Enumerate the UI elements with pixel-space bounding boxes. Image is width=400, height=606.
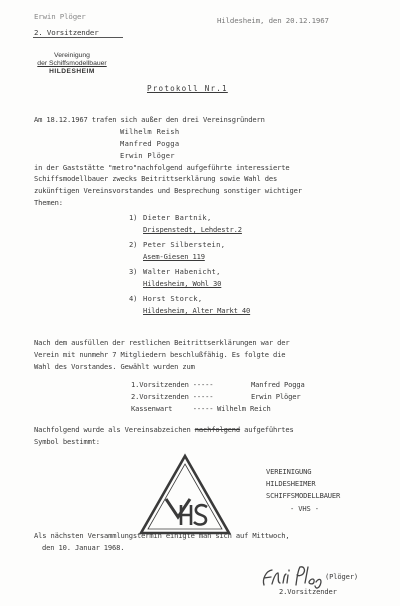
board-2-role: 2.Vorsitzenden ----- — [131, 392, 214, 401]
founder-2: Manfred Pogga — [120, 139, 180, 148]
seal-line-3: HILDESHEIM — [49, 68, 95, 75]
founder-1: Wilhelm Reish — [120, 127, 180, 136]
seal-line-1: Vereinigung — [54, 52, 90, 59]
member-4-num: 4) — [129, 294, 138, 303]
intro-line-5: Themen: — [34, 198, 63, 207]
board-3-role: Kassenwart ----- — [131, 404, 214, 413]
member-2-name: Peter Silberstein, — [143, 240, 226, 249]
election-line-3: Wahl des Vorstandes. Gewählt wurden zum — [34, 362, 195, 371]
seal-line-2: der Schiffsmodellbauer — [37, 60, 107, 67]
intro-line-1: Am 18.12.1967 trafen sich außer den drei Vereinsgründern — [34, 115, 265, 124]
emblem-caption-1: VEREINIGUNG — [266, 467, 312, 476]
signature-role: 2.Vorsitzender — [279, 587, 337, 596]
signature-name: (Plöger) — [325, 572, 358, 581]
intro-line-2: in der Gaststätte "metro"nachfolgend aufgeführte interessierte — [34, 163, 290, 172]
member-1-address: Drispenstedt, Lehdestr.2 — [143, 225, 242, 234]
founder-3: Erwin Plöger — [120, 151, 175, 160]
document-title: Protokoll Nr.1 — [147, 84, 228, 93]
member-3-name: Walter Habenicht, — [143, 267, 221, 276]
emblem-line-1-post: aufgeführtes — [240, 425, 294, 434]
emblem-line-2: Symbol bestimmt: — [34, 437, 100, 446]
member-1-num: 1) — [129, 213, 138, 222]
emblem-caption-2: HILDESHEIMER — [266, 479, 316, 488]
board-2-name: Erwin Plöger — [251, 392, 301, 401]
vhs-logo-s — [194, 505, 207, 524]
closing-line-1: Als nächsten Versammlungstermin einigte man sich auf Mittwoch, — [34, 531, 290, 540]
member-3-address: Hildesheim, Wohl 30 — [143, 279, 222, 288]
header-role: 2. Vorsitzender — [34, 28, 99, 37]
place-date: Hildesheim, den 20.12.1967 — [217, 16, 329, 25]
emblem-line-1-struck: nachfolgend — [194, 425, 241, 434]
emblem-caption-4: - VHS - — [290, 504, 319, 513]
club-seal — [20, 52, 124, 76]
election-line-1: Nach dem ausfüllen der restlichen Beitrittserklärungen war der — [34, 338, 290, 347]
board-1-role: 1.Vorsitzenden ----- — [131, 380, 214, 389]
vhs-logo-triangle-inner — [148, 464, 222, 529]
member-3-num: 3) — [129, 267, 138, 276]
intro-line-3: Schiffsmodellbauer zwecks Beitrittserklärung sowie Wahl des — [34, 174, 278, 183]
closing-line-2: den 10. Januar 1968. — [42, 543, 125, 552]
emblem-caption-3: SCHIFFSMODELLBAUER — [266, 491, 341, 500]
emblem-line-1-pre: Nachfolgend wurde als Vereinsabzeichen — [34, 425, 195, 434]
board-1-name: Manfred Pogga — [251, 380, 305, 389]
emblem-line-1 — [34, 426, 294, 434]
member-2-num: 2) — [129, 240, 138, 249]
header-name: Erwin Plöger — [34, 12, 86, 21]
vhs-logo-triangle — [141, 456, 229, 533]
member-4-address: Hildesheim, Alter Markt 40 — [143, 306, 251, 315]
member-4-name: Horst Storck, — [143, 294, 203, 303]
member-2-address: Asem-Giesen 119 — [143, 252, 205, 261]
election-line-2: Verein mit nunmehr 7 Mitgliedern beschlußfähig. Es folgte die — [34, 350, 286, 359]
member-1-name: Dieter Bartnik, — [143, 213, 212, 222]
signature-strokes — [263, 567, 321, 588]
header-role-underline — [33, 37, 123, 38]
board-3-name: Wilhelm Reich — [217, 404, 271, 413]
intro-line-4: zukünftigen Vereinsvorstandes und Besprechung sonstiger wichtiger — [34, 186, 302, 195]
vhs-logo — [138, 453, 232, 537]
